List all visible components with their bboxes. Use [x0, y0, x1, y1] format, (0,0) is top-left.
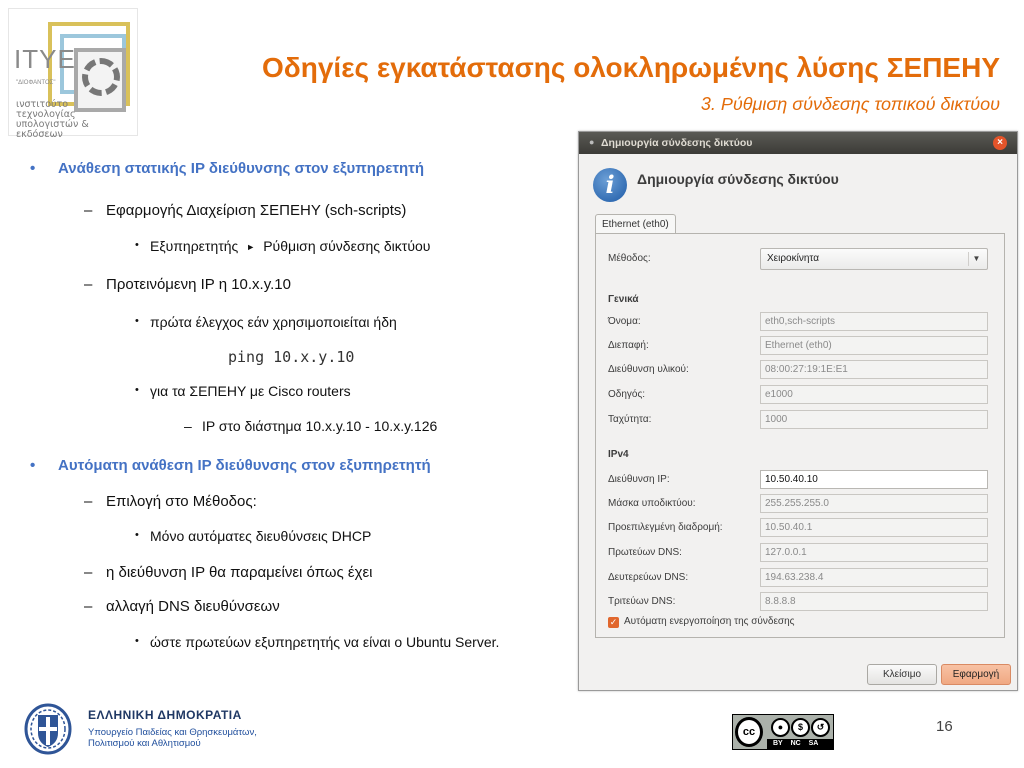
logo-text-line: υπολογιστών & εκδόσεων — [16, 119, 89, 140]
bullet-text: Ανάθεση στατικής IP διεύθυνσης στον εξυπηρετητή — [58, 160, 425, 177]
chevron-down-icon[interactable]: ▼ — [968, 252, 984, 266]
dns3-label: Τριτεύων DNS: — [608, 596, 676, 607]
name-field: eth0,sch-scripts — [760, 312, 988, 331]
bullet-marker: • — [135, 635, 139, 647]
bullet-marker: • — [135, 315, 139, 327]
hw-address-label: Διεύθυνση υλικού: — [608, 364, 689, 375]
menu-arrow-icon: ► — [246, 242, 256, 252]
gateway-input[interactable]: 10.50.40.1 — [760, 518, 988, 537]
driver-label: Οδηγός: — [608, 389, 646, 400]
bullet-marker: • — [135, 529, 139, 541]
license-strip — [767, 739, 833, 749]
dash-marker: – — [84, 493, 93, 510]
dns1-input[interactable]: 127.0.0.1 — [760, 543, 988, 562]
logo-name: ITYE — [14, 44, 76, 74]
menu-path-network: Ρύθμιση σύνδεσης δικτύου — [263, 238, 431, 254]
license-by: BY — [773, 740, 783, 747]
apply-button[interactable]: Εφαρμογή — [941, 664, 1011, 685]
bullet-text: Αυτόματη ανάθεση IP διεύθυνσης στον εξυπηρετητή — [58, 457, 431, 474]
dash-marker: – — [84, 202, 93, 219]
gov-subtitle-line: Υπουργείο Παιδείας και Θρησκευμάτων, — [88, 727, 257, 738]
logo-small-text: "ΔΙΟΦΑΝΤΟΣ" — [16, 80, 56, 86]
method-label: Μέθοδος: — [608, 253, 651, 264]
speed-label: Ταχύτητα: — [608, 414, 652, 425]
bullet-static-ip — [30, 160, 425, 177]
close-icon[interactable]: × — [993, 136, 1007, 150]
interface-label: Διεπαφή: — [608, 340, 649, 351]
page-number: 16 — [936, 718, 953, 735]
bullet-text: Εφαρμογής Διαχείριση ΣΕΠΕΗΥ (sch-scripts) — [106, 202, 407, 219]
menu-path-server: Εξυπηρετητής — [150, 238, 239, 254]
dialog-heading: Δημιουργία σύνδεσης δικτύου — [637, 171, 839, 187]
ip-address-input[interactable]: 10.50.40.10 — [760, 470, 988, 489]
dialog-titlebar[interactable] — [579, 132, 1017, 154]
slide-title: Οδηγίες εγκατάστασης ολοκληρωμένης λύσης ΣΕΠΕΗΥ — [261, 52, 1000, 83]
autoconnect-label[interactable]: Αυτόματη ενεργοποίηση της σύνδεσης — [624, 616, 795, 627]
gov-subtitle-line: Πολιτισμού και Αθλητισμού — [88, 738, 201, 749]
driver-field: e1000 — [760, 385, 988, 404]
subnet-mask-label: Μάσκα υποδικτύου: — [608, 498, 696, 509]
bullet-dhcp — [135, 528, 372, 544]
bullet-auto-ip — [30, 457, 431, 474]
bullet-method — [84, 493, 257, 510]
subnet-mask-input[interactable]: 255.255.255.0 — [760, 494, 988, 513]
dash-marker: – — [84, 564, 93, 581]
bullet-text: Επιλογή στο Μέθοδος: — [106, 493, 257, 510]
bullet-text: ώστε πρωτεύων εξυπηρετητής να είναι ο Ubuntu Server. — [150, 634, 500, 650]
dash-marker: – — [84, 276, 93, 293]
cc-icon: cc — [735, 717, 763, 747]
bullet-app — [84, 202, 407, 219]
nc-icon: $ — [791, 718, 810, 737]
autoconnect-checkbox[interactable]: ✓ — [609, 617, 618, 627]
interface-field: Ethernet (eth0) — [760, 336, 988, 355]
greek-emblem-icon — [22, 703, 74, 755]
bullet-text: η διεύθυνση IP θα παραμείνει όπως έχει — [106, 564, 373, 581]
window-menu-icon[interactable]: ● — [589, 137, 595, 147]
bullet-marker: • — [135, 384, 139, 396]
dns3-input[interactable]: 8.8.8.8 — [760, 592, 988, 611]
bullet-text: Προτεινόμενη IP η 10.x.y.10 — [106, 276, 291, 293]
speed-field: 1000 — [760, 410, 988, 429]
close-button[interactable]: Κλείσιμο — [867, 664, 937, 685]
bullet-ip-stays — [84, 564, 373, 581]
bullet-text: για τα ΣΕΠΕΗΥ με Cisco routers — [150, 383, 351, 399]
bullet-dns-change — [84, 598, 280, 615]
bullet-check-first — [135, 314, 397, 330]
ipv4-section-title: IPv4 — [608, 449, 629, 460]
dialog-title: Δημιουργία σύνδεσης δικτύου — [601, 137, 753, 149]
tab-ethernet[interactable]: Ethernet (eth0) — [595, 214, 676, 234]
hw-address-field: 08:00:27:19:1E:E1 — [760, 360, 988, 379]
ip-address-label: Διεύθυνση IP: — [608, 474, 670, 485]
sa-icon: ↺ — [811, 718, 830, 737]
bullet-ubuntu-server — [135, 634, 500, 650]
name-label: Όνομα: — [608, 316, 641, 327]
method-selected-value: Χειροκίνητα — [767, 253, 819, 264]
ethernet-panel — [595, 233, 1005, 638]
slide-subtitle: 3. Ρύθμιση σύνδεσης τοπικού δικτύου — [700, 94, 1000, 114]
logo-text-line: ινστιτούτο — [16, 99, 69, 110]
gov-subtitle — [88, 727, 257, 749]
general-section-title: Γενικά — [608, 294, 639, 305]
license-nc: NC — [790, 740, 801, 747]
bullet-text: αλλαγή DNS διευθύνσεων — [106, 598, 280, 615]
bullet-ip-range — [184, 418, 438, 434]
bullet-text: IP στο διάστημα 10.x.y.10 - 10.x.y.126 — [202, 418, 438, 434]
creative-commons-badge — [732, 714, 834, 750]
license-sa: SA — [808, 740, 819, 747]
bullet-menu-path — [135, 238, 431, 254]
bullet-text: πρώτα έλεγχος εάν χρησιμοποιείται ήδη — [150, 314, 397, 330]
bullet-marker: • — [135, 239, 139, 251]
dns2-input[interactable]: 194.63.238.4 — [760, 568, 988, 587]
dns1-label: Πρωτεύων DNS: — [608, 547, 682, 558]
bullet-marker: • — [30, 160, 36, 177]
network-connection-dialog — [578, 131, 1018, 691]
dns2-label: Δευτερεύων DNS: — [608, 572, 689, 583]
gateway-label: Προεπιλεγμένη διαδρομή: — [608, 522, 723, 533]
method-select[interactable] — [760, 248, 988, 270]
bullet-marker: • — [30, 457, 36, 474]
logo-text-line: τεχνολογίας — [16, 109, 76, 120]
ping-command: ping 10.x.y.10 — [228, 348, 355, 366]
info-icon: i — [593, 168, 627, 202]
dash-marker: – — [184, 418, 192, 434]
bullet-cisco — [135, 383, 351, 399]
gov-title: ΕΛΛΗΝΙΚΗ ΔΗΜΟΚΡΑΤΙΑ — [88, 708, 242, 722]
by-icon: ● — [771, 718, 790, 737]
bullet-suggested-ip — [84, 276, 291, 293]
dash-marker: – — [84, 598, 93, 615]
bullet-text: Μόνο αυτόματες διευθύνσεις DHCP — [150, 528, 372, 544]
